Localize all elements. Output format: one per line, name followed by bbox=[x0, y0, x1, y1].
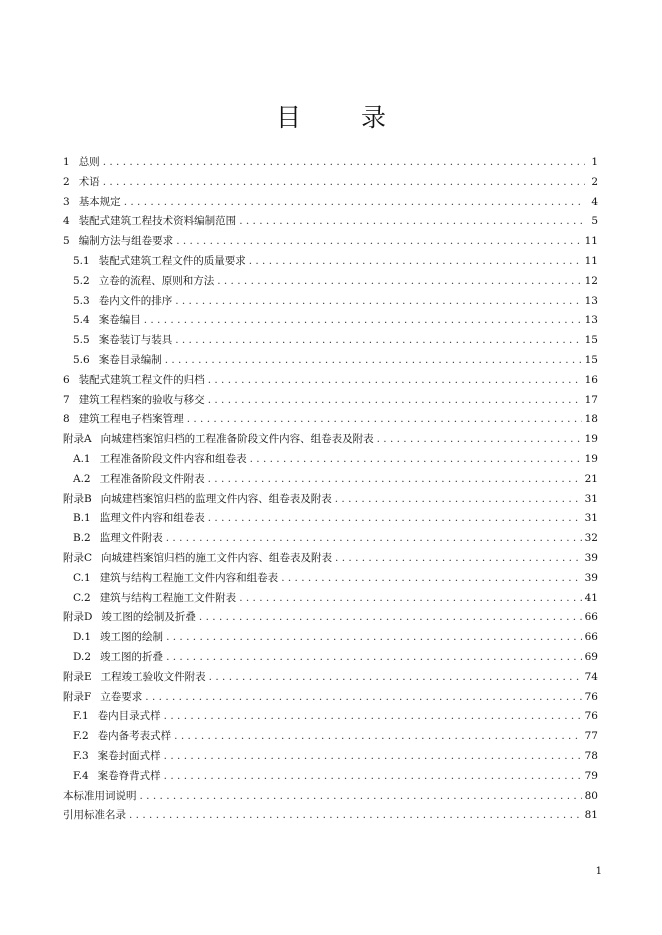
toc-entry-number: 5.3 bbox=[73, 294, 90, 307]
toc-entry-title: 建筑与结构工程施工文件附表 bbox=[99, 591, 237, 604]
toc-entry-page: 5 bbox=[591, 215, 598, 228]
toc-entry[interactable] bbox=[63, 371, 598, 391]
toc-entry-title: 工程竣工验收文件附表 bbox=[100, 670, 206, 683]
toc-leader-dots bbox=[335, 490, 582, 510]
toc-entry[interactable] bbox=[63, 727, 598, 747]
toc-entry-number: 1 bbox=[63, 156, 70, 168]
toc-entry-page: 81 bbox=[584, 809, 598, 822]
toc-entry-page: 12 bbox=[584, 274, 598, 287]
toc-leader-dots bbox=[281, 569, 581, 589]
toc-entry[interactable] bbox=[63, 351, 598, 371]
toc-leader-dots bbox=[175, 331, 581, 351]
toc-entry-title: 立卷要求 bbox=[100, 690, 143, 703]
toc-entry-title: 监理文件内容和组卷表 bbox=[99, 512, 205, 525]
toc-leader-dots bbox=[129, 806, 582, 826]
toc-leader-dots bbox=[199, 608, 582, 628]
toc-entry-title: 卷内文件的排序 bbox=[98, 294, 173, 307]
toc-entry[interactable] bbox=[63, 311, 598, 331]
toc-entry-page: 2 bbox=[591, 175, 598, 188]
toc-entry[interactable] bbox=[63, 668, 598, 688]
toc-entry-title: 向城建档案馆归档的施工文件内容、组卷表及附表 bbox=[101, 551, 333, 564]
toc-entry[interactable] bbox=[63, 608, 598, 628]
toc-entry-number: F.2 bbox=[73, 730, 89, 743]
toc-entry[interactable] bbox=[63, 252, 598, 272]
toc-entry[interactable] bbox=[63, 430, 598, 450]
toc-entry-title: 装配式建筑工程文件的归档 bbox=[78, 373, 205, 386]
toc-entry[interactable] bbox=[63, 232, 598, 252]
toc-leader-dots bbox=[140, 787, 582, 807]
toc-entry[interactable] bbox=[63, 549, 598, 569]
toc-entry-title: 案卷装订与装具 bbox=[98, 334, 173, 347]
toc-entry-number: C.2 bbox=[73, 591, 91, 604]
toc-leader-dots bbox=[249, 252, 582, 272]
toc-entry-title: 基本规定 bbox=[78, 195, 121, 208]
toc-entry[interactable] bbox=[63, 529, 598, 549]
toc-entry[interactable] bbox=[63, 450, 598, 470]
toc-entry-page: 32 bbox=[584, 532, 598, 545]
toc-entry-page: 31 bbox=[584, 512, 598, 525]
toc-entry-title: 案卷脊背式样 bbox=[97, 769, 161, 782]
toc-entry-title: 工程准备阶段文件内容和组卷表 bbox=[99, 452, 247, 465]
toc-entry-title: 竣工图的绘制 bbox=[100, 631, 164, 644]
toc-leader-dots bbox=[166, 529, 582, 549]
toc-leader-dots bbox=[164, 707, 582, 727]
toc-entry-title: 总则 bbox=[78, 156, 100, 168]
toc-entry-number: D.2 bbox=[73, 650, 92, 663]
toc-entry[interactable] bbox=[63, 707, 598, 727]
toc-entry-title: 建筑与结构工程施工文件内容和组卷表 bbox=[99, 571, 279, 584]
toc-entry[interactable] bbox=[63, 470, 598, 490]
toc-leader-dots bbox=[187, 410, 582, 430]
toc-entry-number: 5.5 bbox=[73, 334, 90, 347]
toc-entry-number: 附录C bbox=[63, 551, 93, 564]
toc-leader-dots bbox=[144, 311, 582, 331]
toc-entry[interactable] bbox=[63, 391, 598, 411]
toc-entry[interactable] bbox=[63, 410, 598, 430]
toc-entry-title: 竣工图的绘制及折叠 bbox=[101, 611, 196, 624]
toc-entry-number: 5.1 bbox=[73, 254, 90, 267]
toc-leader-dots bbox=[164, 747, 582, 767]
toc-entry-number: A.2 bbox=[73, 472, 91, 485]
toc-entry-title: 引用标准名录 bbox=[63, 809, 126, 822]
toc-entry-title: 竣工图的折叠 bbox=[100, 650, 164, 663]
toc-entry-number: 附录E bbox=[63, 670, 92, 683]
toc-entry-title: 编制方法与组卷要求 bbox=[78, 235, 174, 248]
toc-entry-title: 卷内目录式样 bbox=[97, 710, 161, 723]
toc-entry[interactable] bbox=[63, 292, 598, 312]
toc-entry-number: D.1 bbox=[73, 631, 92, 644]
toc-entry-page: 74 bbox=[584, 670, 598, 683]
toc-entry-title: 建筑工程电子档案管理 bbox=[78, 413, 184, 426]
toc-entry-title: 卷内备考表式样 bbox=[97, 730, 172, 743]
toc-entry-title: 装配式建筑工程文件的质量要求 bbox=[98, 254, 246, 267]
toc-entry-number: 4 bbox=[63, 215, 70, 228]
toc-leader-dots bbox=[335, 549, 582, 569]
toc-entry[interactable] bbox=[63, 331, 598, 351]
toc-entry-title: 向城建档案馆归档的监理文件内容、组卷表及附表 bbox=[100, 492, 332, 505]
toc-leader-dots bbox=[166, 648, 582, 668]
toc-entry[interactable] bbox=[63, 688, 598, 708]
toc-entry-page: 15 bbox=[584, 353, 598, 366]
toc-entry-page: 17 bbox=[584, 393, 598, 406]
toc-entry-title: 案卷编目 bbox=[98, 314, 141, 327]
toc-entry-page: 15 bbox=[584, 334, 598, 347]
toc-entry-title: 术语 bbox=[78, 175, 100, 188]
toc-entry-number: A.1 bbox=[73, 452, 91, 465]
toc-leader-dots bbox=[174, 727, 581, 747]
toc-entry-page: 16 bbox=[584, 373, 598, 386]
toc-entry[interactable] bbox=[63, 648, 598, 668]
toc-entry-page: 69 bbox=[584, 650, 598, 663]
toc-entry-title: 工程准备阶段文件附表 bbox=[99, 472, 205, 485]
table-of-contents bbox=[63, 153, 598, 826]
toc-entry-page: 39 bbox=[584, 551, 598, 564]
toc-leader-dots bbox=[175, 292, 581, 312]
toc-entry-number: 7 bbox=[63, 393, 70, 406]
toc-entry-title: 向城建档案馆归档的工程准备阶段文件内容、组卷表及附表 bbox=[100, 433, 374, 446]
toc-entry-number: 附录A bbox=[63, 433, 92, 446]
toc-leader-dots bbox=[217, 272, 581, 292]
toc-entry-page: 79 bbox=[584, 769, 598, 782]
toc-leader-dots bbox=[145, 688, 581, 708]
toc-entry[interactable] bbox=[63, 193, 598, 213]
toc-leader-dots bbox=[124, 193, 585, 213]
toc-entry-page: 19 bbox=[584, 433, 598, 446]
toc-entry-title: 监理文件附表 bbox=[99, 532, 163, 545]
toc-entry-page: 31 bbox=[584, 492, 598, 505]
toc-entry[interactable] bbox=[63, 806, 598, 826]
toc-entry[interactable] bbox=[63, 628, 598, 648]
toc-entry-number: 5.4 bbox=[73, 314, 90, 327]
toc-entry-number: 5.6 bbox=[73, 353, 90, 366]
toc-entry-number: 6 bbox=[63, 373, 70, 386]
toc-entry[interactable] bbox=[63, 153, 598, 173]
toc-entry-page: 78 bbox=[584, 749, 598, 762]
toc-entry-page: 13 bbox=[584, 314, 598, 327]
toc-entry[interactable] bbox=[63, 589, 598, 609]
toc-entry-page: 39 bbox=[584, 571, 598, 584]
toc-leader-dots bbox=[250, 450, 582, 470]
toc-entry-number: 5.2 bbox=[73, 274, 90, 287]
toc-entry[interactable] bbox=[63, 490, 598, 510]
toc-entry-page: 76 bbox=[584, 690, 598, 703]
toc-leader-dots bbox=[176, 232, 581, 252]
toc-entry[interactable] bbox=[63, 787, 598, 807]
toc-entry-number: B.2 bbox=[73, 532, 91, 545]
toc-entry-title: 案卷目录编制 bbox=[98, 353, 162, 366]
toc-leader-dots bbox=[166, 628, 582, 648]
toc-leader-dots bbox=[208, 371, 582, 391]
toc-entry-page: 1 bbox=[591, 156, 598, 168]
toc-entry[interactable] bbox=[63, 747, 598, 767]
toc-entry-number: 附录F bbox=[63, 690, 92, 703]
toc-leader-dots bbox=[209, 668, 582, 688]
toc-leader-dots bbox=[164, 767, 582, 787]
page-title: 目 录 bbox=[276, 103, 412, 132]
toc-entry[interactable] bbox=[63, 767, 598, 787]
toc-entry-page: 77 bbox=[584, 730, 598, 743]
toc-entry-number: F.4 bbox=[73, 769, 89, 782]
toc-entry-title: 装配式建筑工程技术资料编制范围 bbox=[78, 215, 237, 228]
toc-entry[interactable] bbox=[63, 173, 598, 193]
toc-entry-page: 11 bbox=[584, 235, 598, 248]
toc-entry[interactable] bbox=[63, 272, 598, 292]
toc-leader-dots bbox=[208, 391, 582, 411]
toc-entry-page: 76 bbox=[584, 710, 598, 723]
toc-leader-dots bbox=[377, 430, 582, 450]
toc-entry-page: 4 bbox=[591, 195, 598, 208]
toc-entry-page: 13 bbox=[584, 294, 598, 307]
toc-entry-number: 附录B bbox=[63, 492, 92, 505]
toc-entry-number: B.1 bbox=[73, 512, 91, 525]
toc-entry-number: 附录D bbox=[63, 611, 93, 624]
page-number: 1 bbox=[595, 866, 602, 877]
toc-entry-title: 建筑工程档案的验收与移交 bbox=[78, 393, 205, 406]
toc-entry-number: C.1 bbox=[73, 571, 91, 584]
toc-leader-dots bbox=[165, 351, 582, 371]
toc-entry-title: 立卷的流程、原则和方法 bbox=[98, 274, 215, 287]
toc-entry-title: 本标准用词说明 bbox=[63, 789, 137, 802]
toc-entry-page: 41 bbox=[584, 591, 598, 604]
toc-entry-page: 19 bbox=[584, 452, 598, 465]
toc-entry-page: 21 bbox=[584, 472, 598, 485]
toc-entry-page: 18 bbox=[584, 413, 598, 426]
toc-leader-dots bbox=[103, 153, 585, 173]
toc-entry-page: 80 bbox=[584, 789, 598, 802]
toc-entry-page: 66 bbox=[584, 631, 598, 644]
toc-leader-dots bbox=[239, 589, 581, 609]
toc-leader-dots bbox=[208, 470, 582, 490]
toc-entry-number: 8 bbox=[63, 413, 70, 426]
toc-entry-number: 5 bbox=[63, 235, 70, 248]
toc-entry-page: 66 bbox=[584, 611, 598, 624]
toc-leader-dots bbox=[208, 509, 582, 529]
toc-entry[interactable] bbox=[63, 569, 598, 589]
toc-entry-number: 3 bbox=[63, 195, 70, 208]
toc-entry[interactable] bbox=[63, 509, 598, 529]
toc-entry-number: 2 bbox=[63, 175, 70, 188]
toc-entry-page: 11 bbox=[584, 254, 598, 267]
toc-leader-dots bbox=[103, 173, 585, 193]
toc-entry-title: 案卷封面式样 bbox=[97, 749, 161, 762]
toc-entry-number: F.3 bbox=[73, 749, 89, 762]
toc-entry-number: F.1 bbox=[73, 710, 89, 723]
toc-entry[interactable] bbox=[63, 212, 598, 232]
toc-leader-dots bbox=[239, 212, 585, 232]
